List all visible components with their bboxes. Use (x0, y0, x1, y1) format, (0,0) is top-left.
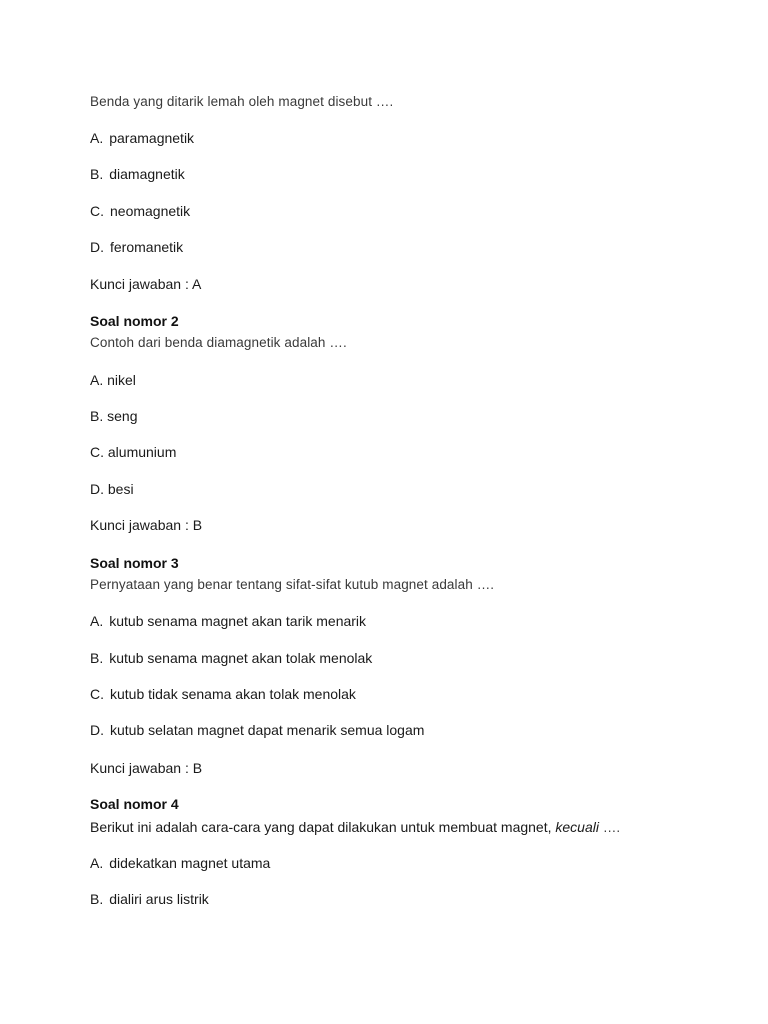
q4-option-a (90, 854, 270, 872)
option-letter: A. (90, 855, 104, 871)
option-letter: A. (90, 372, 104, 388)
q3-option-b (90, 649, 372, 667)
q2-option-c (90, 443, 176, 461)
option-letter: C. (90, 203, 104, 219)
option-text: kutub tidak senama akan tolak menolak (110, 686, 356, 702)
option-letter: B. (90, 408, 104, 424)
option-text: kutub senama magnet akan tarik menarik (109, 613, 367, 629)
q1-option-a (90, 129, 194, 147)
option-letter: D. (90, 481, 104, 497)
q3-heading: Soal nomor 3 (90, 555, 179, 571)
q2-option-a (90, 371, 136, 389)
option-letter: D. (90, 722, 104, 738)
option-letter: A. (90, 613, 104, 629)
q1-question: Benda yang ditarik lemah oleh magnet disebut …. (90, 94, 394, 109)
option-letter: B. (90, 650, 104, 666)
option-text: seng (107, 408, 138, 424)
q1-option-b (90, 165, 185, 183)
q4-question (90, 818, 620, 837)
option-text: diamagnetik (109, 166, 185, 182)
q3-question: Pernyataan yang benar tentang sifat-sifat kutub magnet adalah …. (90, 577, 495, 592)
option-text: neomagnetik (110, 203, 191, 219)
option-text: kutub senama magnet akan tolak menolak (109, 650, 373, 666)
option-text: paramagnetik (109, 130, 195, 146)
q3-option-d (90, 721, 424, 739)
q1-option-d (90, 238, 183, 256)
q4-question-end: …. (598, 820, 621, 835)
option-text: feromanetik (110, 239, 184, 255)
q4-heading: Soal nomor 4 (90, 796, 179, 812)
q3-option-a (90, 612, 366, 630)
option-letter: C. (90, 686, 104, 702)
q4-question-italic: kecuali (555, 819, 599, 835)
q4-question-main: Berikut ini adalah cara-cara yang dapat dilakukan untuk membuat magnet, (90, 819, 556, 835)
option-text: dialiri arus listrik (109, 891, 209, 907)
q3-answer: Kunci jawaban : B (90, 760, 203, 776)
option-text: besi (107, 481, 134, 497)
q2-option-d (90, 480, 134, 498)
q1-option-c (90, 202, 190, 220)
q2-question: Contoh dari benda diamagnetik adalah …. (90, 335, 347, 350)
option-letter: B. (90, 166, 104, 182)
q2-heading: Soal nomor 2 (90, 313, 179, 329)
option-letter: D. (90, 239, 104, 255)
option-text: nikel (107, 372, 136, 388)
option-text: kutub selatan magnet dapat menarik semua logam (110, 722, 425, 738)
option-letter: A. (90, 130, 104, 146)
q1-answer: Kunci jawaban : A (90, 276, 202, 292)
option-letter: C. (90, 444, 104, 460)
q3-option-c (90, 685, 356, 703)
q4-option-b (90, 890, 209, 908)
q2-option-b (90, 407, 137, 425)
option-text: alumunium (107, 444, 177, 460)
option-letter: B. (90, 891, 104, 907)
option-text: didekatkan magnet utama (109, 855, 271, 871)
q2-answer: Kunci jawaban : B (90, 517, 203, 533)
